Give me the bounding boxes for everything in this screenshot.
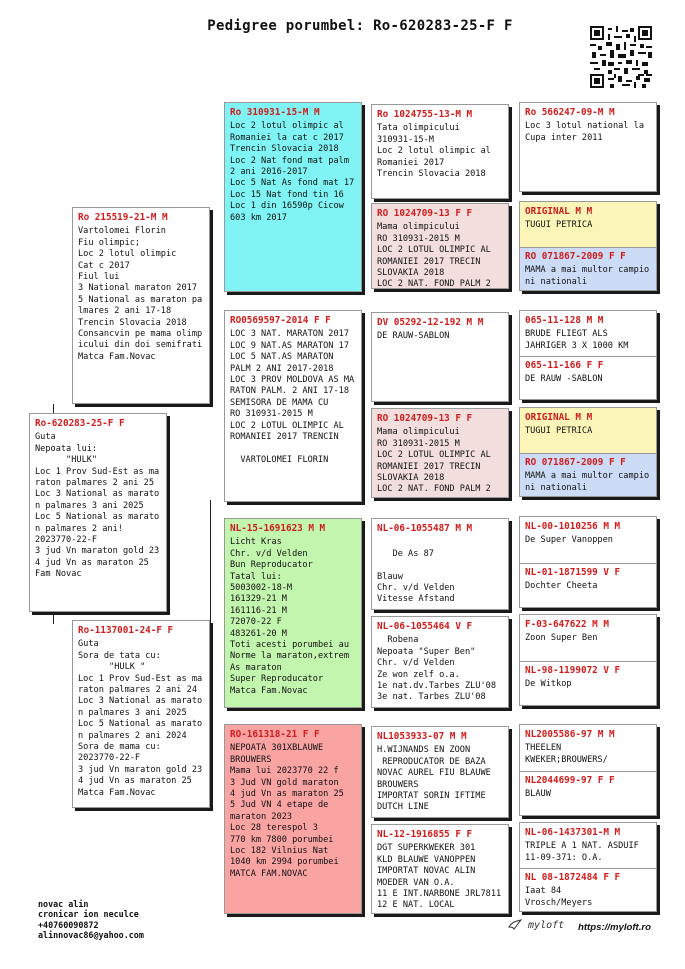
ring-number: F-03-647622 M M — [525, 619, 609, 630]
qr-code-icon — [590, 26, 652, 88]
pigeon-description: De As 87 Blauw Chr. v/d Velden Vitesse Afstand — [377, 548, 455, 605]
pedigree-gen4-block-8[interactable] — [519, 822, 657, 912]
ring-number: Ro 215519-21-M M — [78, 212, 168, 223]
ring-number: NL-06-1055464 V F — [377, 621, 473, 632]
website-link[interactable]: https://myloft.ro — [578, 922, 652, 933]
pedigree-subject[interactable] — [29, 413, 167, 612]
pigeon-description: Guta Nepoata lui: "HULK" Loc 1 Prov Sud-Est as ma raton palmares 2 ani 25 Loc 3 National as marato n palmares 3 ani 2025 Loc 5 National as marato n palmares 2 ani! 2023770-22-F 3 jud Vn maraton gold 23 4 jud Vn as maraton 25 Fam Novac — [35, 432, 160, 580]
ring-number: Ro 310931-15-M M — [230, 107, 320, 118]
logo-text: myloft — [528, 920, 565, 931]
pedigree-gen4-block-3[interactable] — [519, 310, 657, 400]
pedigree-sire-sire[interactable] — [224, 102, 362, 292]
pedigree-sire[interactable] — [72, 207, 210, 404]
ring-number: RO 1024709-13 F F — [377, 413, 473, 424]
pigeon-description: TUGUI PETRICA — [525, 426, 593, 437]
pigeon-description: Tata olimpicului 310931-15-M Loc 2 lotul olimpic al Romaniei 2017 Trencin Slovacia 2018 — [377, 123, 491, 180]
ring-number: NL 08-1872484 F F — [525, 872, 621, 883]
pigeon-description: Guta Sora de tata cu: "HULK " Loc 1 Prov Sud-Est as ma raton palmares 2 ani 24 Loc 3 National as marato n palmares 3 ani 2025 Loc 5 National as marato n palmares 2 ani 2024 Sora de mama cu: 2023770-22-F 3 jud Vn maraton gold 23 4 jud Vn as maraton 25 Matca Fam.Novac — [78, 639, 203, 798]
pigeon-description: Iaat 84 Vrosch/Meyers — [525, 886, 593, 908]
pedigree-gen3-4[interactable] — [371, 408, 509, 498]
pedigree-gen3-2[interactable] — [371, 203, 509, 289]
pedigree-gen4-block-4[interactable] — [519, 407, 657, 497]
pigeon-description: De Super Vanoppen — [525, 535, 613, 546]
ring-number: RO 1024709-13 F F — [377, 208, 473, 219]
pedigree-gen4-block-5[interactable] — [519, 516, 657, 608]
pedigree-gen4-block-7[interactable] — [519, 724, 657, 816]
breeder-contact — [38, 899, 144, 941]
pedigree-gen3-8[interactable] — [371, 824, 509, 914]
pedigree-gen4-block-6[interactable] — [519, 614, 657, 706]
pigeon-description: Loc 3 lotul national la Cupa inter 2011 — [525, 121, 644, 143]
pigeon-description: MAMA a mai multor campio ni nationali — [525, 471, 650, 493]
ring-number: 065-11-166 F F — [525, 360, 604, 371]
pigeon-description: Loc 2 lotul olimpic al Romaniei la cat c 2017 Trencin Slovacia 2018 Loc 2 Nat fond mat palm 2 ani 2016-2017 Loc 5 Nat As fond mat 17 Loc 15 Nat fond tin 16 Loc 1 din 16590p Cicow 603 km 2017 — [230, 121, 355, 223]
ring-number: Ro-1137001-24-F F — [78, 625, 174, 636]
ring-number: NL1053933-07 M M — [377, 731, 467, 742]
page-title: Pedigree porumbel: Ro-620283-25-F F — [207, 18, 513, 34]
pedigree-gen4-block-1[interactable] — [519, 102, 657, 192]
ring-number: NL-01-1871599 V F — [525, 567, 621, 578]
ring-number: RO0569597-2014 F F — [230, 315, 331, 326]
breeder-name: novac alin — [38, 899, 89, 909]
pigeon-description: Mama olimpicului RO 310931-2015 M LOC 2 LOTUL OLIMPIC AL ROMANIEI 2017 TRECIN SLOVAKIA 2018 LOC 2 NAT. FOND PALM 2 — [377, 222, 491, 289]
pigeon-description: H.WIJNANDS EN ZOON REPRODUCATOR DE BAZA NOVAC AUREL FIU BLAUWE BROUWERS IMPORTAT SORIN IFTIME DUTCH LINE — [377, 745, 491, 813]
pigeon-description: Vartolomei Florin Fiu olimpic; Loc 2 lotul olimpic Cat c 2017 Fiul lui 3 National maraton 2017 5 National as maraton pa lmares 2 ani 17-18 Trencin Slovacia 2018 Consancvin pe mama olimp icului din doi semifrati Matca Fam.Novac — [78, 226, 203, 362]
pedigree-gen3-7[interactable] — [371, 726, 509, 818]
pigeon-description: DGT SUPERKWEKER 301 KLD BLAUWE VANOPPEN IMPORTAT NOVAC ALIN MOEDER VAN O.A. 11 E INT.NARBONE JRL7811 12 E NAT. LOCAL — [377, 843, 502, 911]
pigeon-description: DE RAUW-SABLON — [377, 331, 450, 342]
breeder-email[interactable]: alinnovac86@yahoo.com — [38, 930, 144, 941]
ring-number: NL-00-1010256 M M — [525, 521, 621, 532]
pedigree-dam-dam[interactable] — [224, 724, 362, 914]
pedigree-gen3-1[interactable] — [371, 104, 509, 199]
myloft-logo — [508, 918, 564, 932]
pigeon-description: Licht Kras Chr. v/d Velden Bun Reproducator Tatal lui: 5003002-18-M 161329-21 M 161116-21 M 72070-22 F 483261-20 M Toti acesti porumbei au Norme la maraton,extrem As maraton Super Reproducator Matca Fam.Novac — [230, 537, 349, 696]
pigeon-description: De Witkop — [525, 679, 572, 690]
ring-number: ORIGINAL M M — [525, 206, 593, 217]
pigeon-description: DE RAUW -SABLON — [525, 374, 603, 385]
pedigree-gen3-6[interactable] — [371, 616, 509, 708]
breeder-address: cronicar ion neculce — [38, 909, 139, 920]
ring-number: RO 071867-2009 F F — [525, 251, 626, 262]
ring-number: Ro-620283-25-F F — [35, 418, 125, 429]
pigeon-description: MAMA a mai multor campio ni nationali — [525, 265, 650, 287]
pigeon-description: THEELEN KWEKER;BROUWERS/ — [525, 743, 608, 765]
pigeon-description: NEPOATA 301XBLAUWE BROUWERS Mama lui 2023770 22 f 3 Jud VN gold maraton 4 jud Vn as maraton 25 5 Jud VN 4 etape de maraton 2023 Loc 28 terespol 3 770 km 7800 porumbei Loc 182 Vilnius Nat 1040 km 2994 porumbei MATCA FAM.NOVAC — [230, 743, 344, 879]
ring-number: Ro 1024755-13-M M — [377, 109, 473, 120]
pigeon-description: Zoon Super Ben — [525, 633, 598, 644]
ring-number: NL-12-1916855 F F — [377, 829, 473, 840]
ring-number: RO 071867-2009 F F — [525, 457, 626, 468]
ring-number: NL-98-1199072 V F — [525, 665, 621, 676]
pedigree-sire-dam[interactable] — [224, 310, 362, 502]
pigeon-description: Dochter Cheeta — [525, 581, 598, 592]
ring-number: RO-161318-21 F F — [230, 729, 320, 740]
ring-number: 065-11-128 M M — [525, 315, 604, 326]
ring-number: NL-06-1055487 M M — [377, 523, 473, 534]
ring-number: DV 05292-12-192 M M — [377, 317, 484, 328]
ring-number: Ro 566247-09-M M — [525, 107, 615, 118]
pigeon-description: TUGUI PETRICA — [525, 220, 593, 231]
pigeon-description: BRUDE FLIEGT ALS JAHRIGER 3 X 1000 KM — [525, 329, 629, 351]
pigeon-description: BLAUW — [525, 789, 551, 800]
pedigree-gen3-5[interactable] — [371, 518, 509, 610]
pigeon-description: TRIPLE A 1 NAT. ASDUIF 11-09-371: O.A. — [525, 841, 639, 863]
bird-logo-icon — [508, 918, 522, 932]
ring-number: NL2005586-97 M M — [525, 729, 615, 740]
ring-number: NL-06-1437301-M M — [525, 827, 621, 838]
connector-line — [210, 210, 211, 320]
pigeon-description: LOC 3 NAT. MARATON 2017 LOC 9 NAT.AS MARATON 17 LOC 5 NAT.AS MARATON PALM 2 ANI 2017-2018 LOC 3 PROV MOLDOVA AS MA RATON PALM. 2 ANI 17-18 SEMISORA DE MAMA CU RO 310931-2015 M LOC 2 LOTUL OLIMPIC AL ROMANIEI 2017 TRENCIN VARTOLOMEI FLORIN — [230, 329, 355, 465]
connector-line — [210, 500, 211, 730]
pedigree-dam[interactable] — [72, 620, 210, 808]
pedigree-gen3-3[interactable] — [371, 312, 509, 402]
ring-number: ORIGINAL M M — [525, 412, 593, 423]
pigeon-description: Robena Nepoata "Super Ben" Chr. v/d Velden Ze won zelf o.a. 1e nat.dv.Tarbes ZLU'08 3e nat. Tarbes ZLU'08 — [377, 635, 496, 703]
pedigree-dam-sire[interactable] — [224, 518, 362, 708]
pedigree-gen4-block-2[interactable] — [519, 201, 657, 291]
ring-number: NL2044699-97 F F — [525, 775, 615, 786]
pigeon-description: Mama olimpicului RO 310931-2015 M LOC 2 LOTUL OLIMPIC AL ROMANIEI 2017 TRECIN SLOVAKIA 2018 LOC 2 NAT. FOND PALM 2 — [377, 427, 491, 495]
breeder-phone: +40760090872 — [38, 919, 99, 930]
ring-number: NL-15-1691623 M M — [230, 523, 326, 534]
